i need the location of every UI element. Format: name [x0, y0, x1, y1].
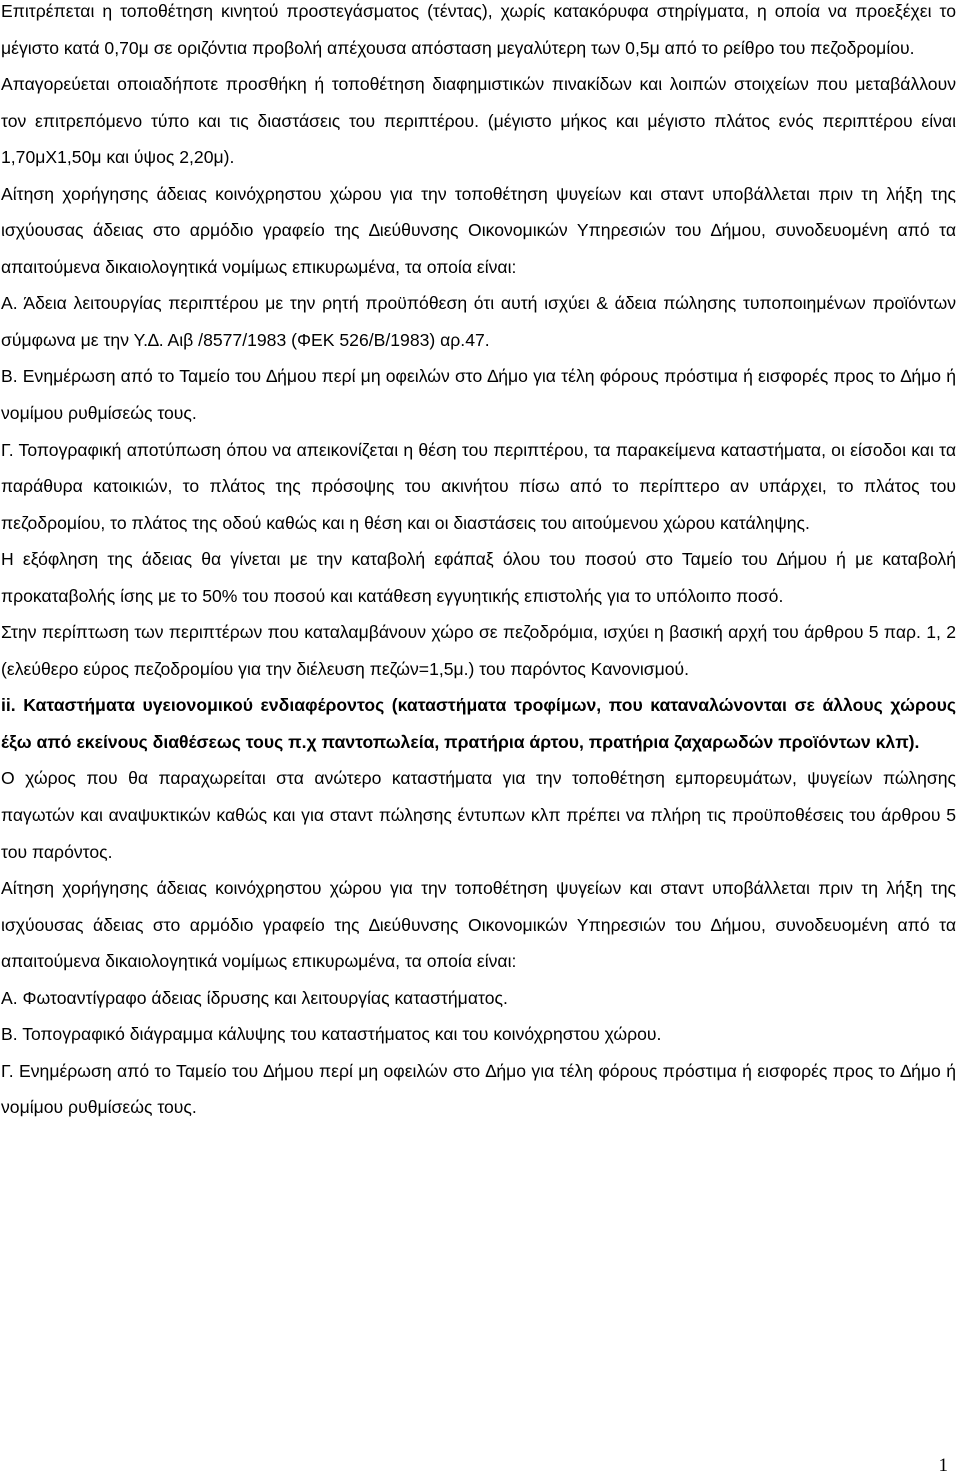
paragraph-requirement-b-stores: Β. Τοπογραφικό διάγραμμα κάλυψης του καταστήματος και του κοινόχρηστου χώρου.	[1, 1024, 662, 1045]
paragraph-sidewalk-rule: Στην περίπτωση των περιπτέρων που καταλαμβάνουν χώρο σε πεζοδρόμια, ισχύει η βασική αρχή του άρθρου 5 παρ. 1, 2 (ελεύθερο εύρος πεζοδρομίου για την διέλευση πεζών=1,5μ.) του παρόντος Κανονισμού.	[1, 622, 956, 679]
paragraph-requirement-c-kiosk: Γ. Τοπογραφική αποτύπωση όπου να απεικονίζεται η θέση του περιπτέρου, τα παρακείμενα καταστήματα, οι είσοδοι και τα παράθυρα κατοικιών, το πλάτος της πρόσοψης του ακινήτου πίσω από το περίπτερο αν υπάρχει, το πλάτος του πεζοδρομίου, το πλάτος της οδού καθώς και η θέση και οι διαστάσεις του αιτούμενου χώρου κατάληψης.	[1, 439, 956, 533]
paragraph-requirement-a-kiosk: Α. Άδεια λειτουργίας περιπτέρου με την ρητή προϋπόθεση ότι αυτή ισχύει & άδεια πώλησης τυποποιημένων προϊόντων σύμφωνα με την Υ.∆. Αιβ /8577/1983 (ΦΕΚ 526/Β/1983) αρ.47.	[1, 293, 956, 350]
paragraph-requirement-a-stores: Α. Φωτοαντίγραφο άδειας ίδρυσης και λειτουργίας καταστήματος.	[1, 987, 508, 1008]
paragraph-store-space: Ο χώρος που θα παραχωρείται στα ανώτερο καταστήματα για την τοποθέτηση εμπορευμάτων, ψυγείων πώλησης παγωτών και αναψυκτικών καθώς και για σταντ πώλησης έντυπων κλπ πρέπει να πλήρη τις προϋποθέσεις του άρθρου 5 του παρόντος.	[1, 768, 956, 862]
paragraph-payment: Η εξόφληση της άδειας θα γίνεται με την καταβολή εφάπαξ όλου του ποσού στο Ταμείο του ∆ήμου ή με καταβολή προκαταβολής ίσης με το 50% του ποσού και κατάθεση εγγυητικής επιστολής για το υπόλοιπο ποσό.	[1, 549, 956, 606]
document-body	[1, 0, 956, 1126]
paragraph-awning-rule: Επιτρέπεται η τοποθέτηση κινητού προστεγάσματος (τέντας), χωρίς κατακόρυφα στηρίγματα, η οποία να προεξέχει το μέγιστο κατά 0,70μ σε οριζόντια προβολή απέχουσα απόσταση μεγαλύτερη των 0,5μ από το ρείθρο του πεζοδρομίου.	[1, 1, 956, 58]
page-number: 1	[938, 1455, 948, 1476]
paragraph-requirement-c-stores: Γ. Ενημέρωση από το Ταμείο του ∆ήμου περί μη οφειλών στο ∆ήμο για τέλη φόρους πρόστιμα ή εισφορές προς το ∆ήμο ή νομίμου ρυθμίσεώς τους.	[1, 1060, 956, 1118]
paragraph-permit-application-kiosk: Αίτηση χορήγησης άδειας κοινόχρηστου χώρου για την τοποθέτηση ψυγείων και σταντ υποβάλλεται πριν τη λήξη της ισχύουσας άδειας στο αρμόδιο γραφείο της ∆ιεύθυνσης Οικονομικών Υπηρεσιών του ∆ήμου, συνοδευομένη από τα απαιτούμενα δικαιολογητικά νομίμως επικυρωμένα, τα οποία είναι:	[1, 183, 956, 277]
paragraph-permit-application-stores: Αίτηση χορήγησης άδειας κοινόχρηστου χώρου για την τοποθέτηση ψυγείων και σταντ υποβάλλεται πριν τη λήξη της ισχύουσας άδειας στο αρμόδιο γραφείο της ∆ιεύθυνσης Οικονομικών Υπηρεσιών του ∆ήμου, συνοδευομένη από τα απαιτούμενα δικαιολογητικά νομίμως επικυρωμένα, τα οποία είναι:	[1, 878, 956, 972]
paragraph-advertising-ban: Απαγορεύεται οποιαδήποτε προσθήκη ή τοποθέτηση διαφημιστικών πινακίδων και λοιπών στοιχείων που μεταβάλλουν τον επιτρεπόμενο τύπο και τις διαστάσεις του περιπτέρου. (μέγιστο μήκος και μέγιστο πλάτος ενός περιπτέρου είναι 1,70μΧ1,50μ και ύψος 2,20μ).	[1, 74, 956, 168]
section-heading-health-stores: ii. Καταστήματα υγειονομικού ενδιαφέροντος (καταστήματα τροφίμων, που καταναλώνονται σε άλλους χώρους έξω από εκείνους διαθέσεως τους π.χ παντοπωλεία, πρατήρια άρτου, πρατήρια ζαχαρωδών προϊόντων κλπ).	[1, 695, 956, 752]
paragraph-requirement-b-kiosk: Β. Ενημέρωση από το Ταμείο του ∆ήμου περί μη οφειλών στο ∆ήμο για τέλη φόρους πρόστιμα ή εισφορές προς το ∆ήμο ή νομίμου ρυθμίσεώς τους.	[1, 366, 956, 424]
